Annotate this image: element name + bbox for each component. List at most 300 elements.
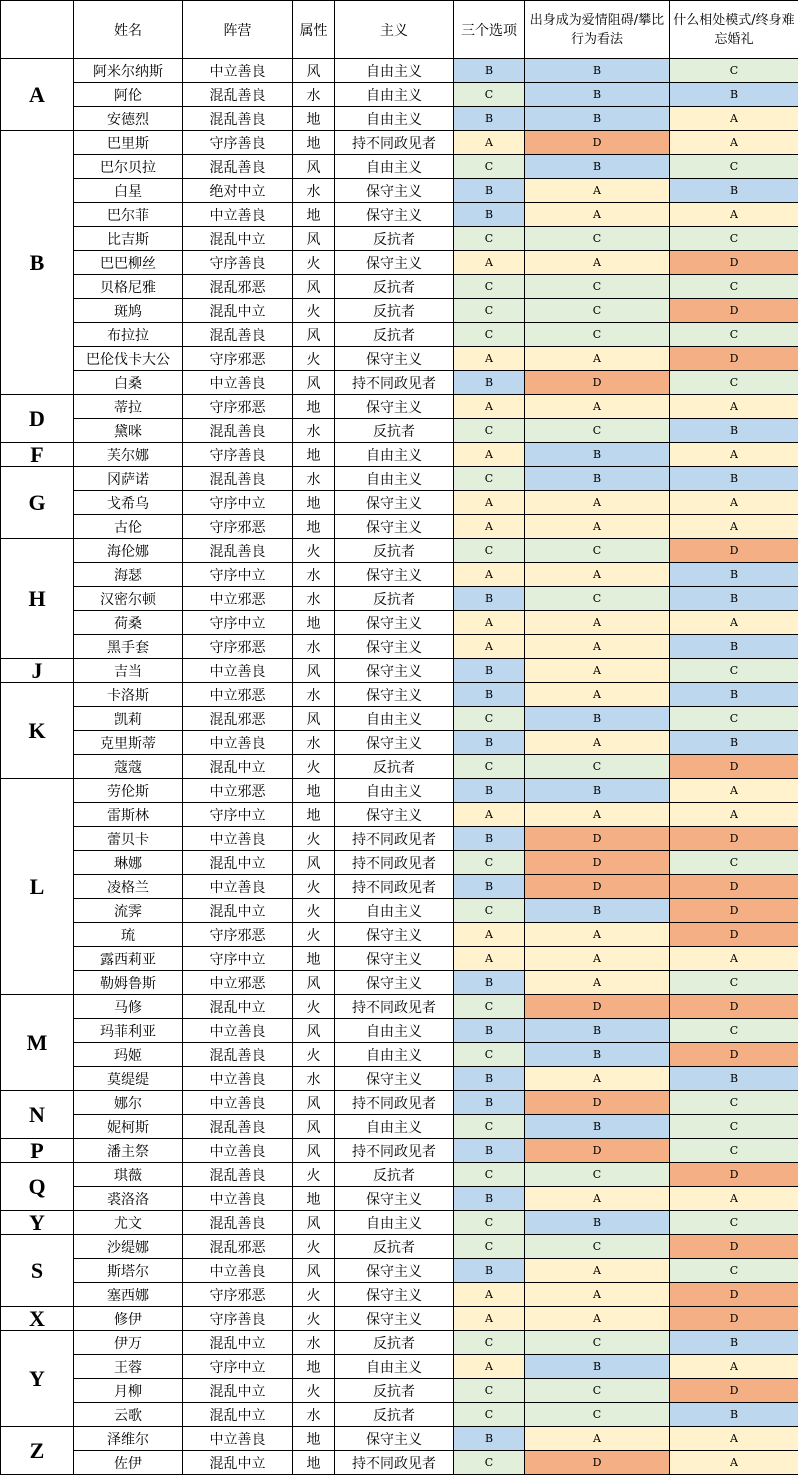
element-cell: 火: [293, 1379, 335, 1403]
name-cell: 凯莉: [74, 707, 183, 731]
ideology-cell: 自由主义: [335, 1115, 454, 1139]
header-element: 属性: [293, 1, 335, 59]
q3-cell: B: [670, 467, 798, 491]
camp-cell: 混乱善良: [183, 83, 293, 107]
group-letter: B: [1, 131, 74, 395]
q3-cell: A: [670, 1355, 798, 1379]
name-cell: 马修: [74, 995, 183, 1019]
q2-cell: D: [525, 827, 670, 851]
name-cell: 黑手套: [74, 635, 183, 659]
camp-cell: 守序中立: [183, 947, 293, 971]
q1-cell: B: [454, 179, 525, 203]
name-cell: 戈希乌: [74, 491, 183, 515]
ideology-cell: 保守主义: [335, 347, 454, 371]
q1-cell: B: [454, 971, 525, 995]
element-cell: 火: [293, 923, 335, 947]
q2-cell: D: [525, 1139, 670, 1163]
q3-cell: C: [670, 227, 798, 251]
name-cell: 贝格尼雅: [74, 275, 183, 299]
name-cell: 斑鸠: [74, 299, 183, 323]
q2-cell: D: [525, 1451, 670, 1475]
ideology-cell: 保守主义: [335, 1259, 454, 1283]
ideology-cell: 自由主义: [335, 59, 454, 83]
q3-cell: B: [670, 1067, 798, 1091]
q1-cell: C: [454, 995, 525, 1019]
element-cell: 水: [293, 683, 335, 707]
q2-cell: A: [525, 1067, 670, 1091]
q1-cell: A: [454, 1355, 525, 1379]
element-cell: 水: [293, 1067, 335, 1091]
group-letter: X: [1, 1307, 74, 1331]
ideology-cell: 持不同政见者: [335, 851, 454, 875]
name-cell: 月柳: [74, 1379, 183, 1403]
ideology-cell: 反抗者: [335, 755, 454, 779]
q3-cell: D: [670, 1043, 798, 1067]
q2-cell: A: [525, 1187, 670, 1211]
name-cell: 卡洛斯: [74, 683, 183, 707]
name-cell: 安德烈: [74, 107, 183, 131]
element-cell: 火: [293, 1283, 335, 1307]
camp-cell: 绝对中立: [183, 179, 293, 203]
camp-cell: 守序善良: [183, 131, 293, 155]
q1-cell: B: [454, 587, 525, 611]
name-cell: 琉: [74, 923, 183, 947]
group-letter: M: [1, 995, 74, 1091]
name-cell: 玛姬: [74, 1043, 183, 1067]
camp-cell: 中立善良: [183, 1187, 293, 1211]
q3-cell: A: [670, 803, 798, 827]
camp-cell: 守序邪恶: [183, 1283, 293, 1307]
q1-cell: B: [454, 683, 525, 707]
ideology-cell: 保守主义: [335, 923, 454, 947]
name-cell: 吉当: [74, 659, 183, 683]
name-cell: 芙尔娜: [74, 443, 183, 467]
q1-cell: B: [454, 371, 525, 395]
q1-cell: B: [454, 1067, 525, 1091]
ideology-cell: 保守主义: [335, 947, 454, 971]
q2-cell: A: [525, 683, 670, 707]
ideology-cell: 保守主义: [335, 1067, 454, 1091]
ideology-cell: 自由主义: [335, 1355, 454, 1379]
camp-cell: 守序中立: [183, 563, 293, 587]
name-cell: 巴巴柳丝: [74, 251, 183, 275]
ideology-cell: 反抗者: [335, 1379, 454, 1403]
ideology-cell: 保守主义: [335, 563, 454, 587]
camp-cell: 中立善良: [183, 659, 293, 683]
ideology-cell: 自由主义: [335, 467, 454, 491]
camp-cell: 中立善良: [183, 731, 293, 755]
camp-cell: 守序善良: [183, 1307, 293, 1331]
ideology-cell: 反抗者: [335, 539, 454, 563]
element-cell: 风: [293, 227, 335, 251]
q1-cell: A: [454, 251, 525, 275]
name-cell: 流霁: [74, 899, 183, 923]
q2-cell: C: [525, 1403, 670, 1427]
camp-cell: 混乱善良: [183, 1163, 293, 1187]
camp-cell: 混乱善良: [183, 467, 293, 491]
name-cell: 塞西娜: [74, 1283, 183, 1307]
ideology-cell: 自由主义: [335, 779, 454, 803]
q1-cell: C: [454, 1115, 525, 1139]
q3-cell: B: [670, 1331, 798, 1355]
q3-cell: B: [670, 731, 798, 755]
header-name: 姓名: [74, 1, 183, 59]
ideology-cell: 反抗者: [335, 299, 454, 323]
q1-cell: A: [454, 131, 525, 155]
camp-cell: 中立邪恶: [183, 971, 293, 995]
element-cell: 火: [293, 827, 335, 851]
camp-cell: 中立善良: [183, 59, 293, 83]
group-letter: N: [1, 1091, 74, 1139]
camp-cell: 混乱善良: [183, 1211, 293, 1235]
q1-cell: C: [454, 467, 525, 491]
q2-cell: C: [525, 1163, 670, 1187]
group-letter: D: [1, 395, 74, 443]
element-cell: 风: [293, 371, 335, 395]
ideology-cell: 持不同政见者: [335, 875, 454, 899]
ideology-cell: 自由主义: [335, 1019, 454, 1043]
element-cell: 火: [293, 1163, 335, 1187]
element-cell: 风: [293, 851, 335, 875]
q1-cell: B: [454, 1427, 525, 1451]
name-cell: 比吉斯: [74, 227, 183, 251]
camp-cell: 中立善良: [183, 1427, 293, 1451]
q1-cell: B: [454, 659, 525, 683]
ideology-cell: 反抗者: [335, 1235, 454, 1259]
q3-cell: B: [670, 179, 798, 203]
group-letter: F: [1, 443, 74, 467]
q2-cell: A: [525, 515, 670, 539]
q3-cell: B: [670, 683, 798, 707]
camp-cell: 混乱善良: [183, 419, 293, 443]
element-cell: 水: [293, 731, 335, 755]
q3-cell: D: [670, 875, 798, 899]
camp-cell: 中立善良: [183, 1259, 293, 1283]
element-cell: 水: [293, 587, 335, 611]
camp-cell: 混乱邪恶: [183, 707, 293, 731]
q1-cell: B: [454, 1187, 525, 1211]
element-cell: 地: [293, 947, 335, 971]
element-cell: 火: [293, 347, 335, 371]
name-cell: 伊万: [74, 1331, 183, 1355]
q2-cell: B: [525, 83, 670, 107]
q3-cell: D: [670, 251, 798, 275]
name-cell: 黛咪: [74, 419, 183, 443]
group-letter: Z: [1, 1427, 74, 1475]
q1-cell: C: [454, 275, 525, 299]
camp-cell: 混乱中立: [183, 755, 293, 779]
q3-cell: C: [670, 707, 798, 731]
q2-cell: D: [525, 995, 670, 1019]
q1-cell: A: [454, 1307, 525, 1331]
camp-cell: 中立善良: [183, 875, 293, 899]
element-cell: 地: [293, 779, 335, 803]
name-cell: 玛菲利亚: [74, 1019, 183, 1043]
element-cell: 风: [293, 1211, 335, 1235]
ideology-cell: 保守主义: [335, 1283, 454, 1307]
ideology-cell: 自由主义: [335, 707, 454, 731]
q3-cell: A: [670, 1451, 798, 1475]
name-cell: 莫缇缇: [74, 1067, 183, 1091]
q1-cell: A: [454, 611, 525, 635]
header-ideology: 主义: [335, 1, 454, 59]
name-cell: 凌格兰: [74, 875, 183, 899]
element-cell: 水: [293, 179, 335, 203]
ideology-cell: 保守主义: [335, 515, 454, 539]
group-letter: H: [1, 539, 74, 659]
q3-cell: A: [670, 491, 798, 515]
camp-cell: 中立邪恶: [183, 587, 293, 611]
name-cell: 泽维尔: [74, 1427, 183, 1451]
ideology-cell: 保守主义: [335, 491, 454, 515]
element-cell: 水: [293, 635, 335, 659]
q2-cell: C: [525, 419, 670, 443]
q3-cell: D: [670, 755, 798, 779]
ideology-cell: 持不同政见者: [335, 995, 454, 1019]
q2-cell: B: [525, 1043, 670, 1067]
q1-cell: A: [454, 947, 525, 971]
name-cell: 劳伦斯: [74, 779, 183, 803]
ideology-cell: 保守主义: [335, 659, 454, 683]
element-cell: 风: [293, 1259, 335, 1283]
ideology-cell: 保守主义: [335, 635, 454, 659]
ideology-cell: 保守主义: [335, 395, 454, 419]
ideology-cell: 持不同政见者: [335, 1091, 454, 1115]
element-cell: 水: [293, 419, 335, 443]
q2-cell: C: [525, 587, 670, 611]
q1-cell: B: [454, 1019, 525, 1043]
q1-cell: A: [454, 491, 525, 515]
group-letter: J: [1, 659, 74, 683]
name-cell: 琪薇: [74, 1163, 183, 1187]
element-cell: 地: [293, 443, 335, 467]
q1-cell: A: [454, 347, 525, 371]
q3-cell: C: [670, 1259, 798, 1283]
q1-cell: C: [454, 227, 525, 251]
q3-cell: B: [670, 83, 798, 107]
ideology-cell: 自由主义: [335, 1211, 454, 1235]
element-cell: 地: [293, 803, 335, 827]
q3-cell: C: [670, 1091, 798, 1115]
name-cell: 修伊: [74, 1307, 183, 1331]
q3-cell: D: [670, 899, 798, 923]
camp-cell: 守序邪恶: [183, 515, 293, 539]
q1-cell: C: [454, 899, 525, 923]
q2-cell: A: [525, 563, 670, 587]
name-cell: 勒姆鲁斯: [74, 971, 183, 995]
element-cell: 水: [293, 563, 335, 587]
q3-cell: B: [670, 419, 798, 443]
group-letter: L: [1, 779, 74, 995]
q3-cell: C: [670, 275, 798, 299]
group-letter: S: [1, 1235, 74, 1307]
q2-cell: A: [525, 1283, 670, 1307]
element-cell: 地: [293, 203, 335, 227]
q3-cell: D: [670, 1307, 798, 1331]
q3-cell: A: [670, 947, 798, 971]
element-cell: 地: [293, 1187, 335, 1211]
camp-cell: 中立善良: [183, 1067, 293, 1091]
q3-cell: C: [670, 155, 798, 179]
q2-cell: C: [525, 299, 670, 323]
q1-cell: C: [454, 1451, 525, 1475]
ideology-cell: 持不同政见者: [335, 827, 454, 851]
name-cell: 斯塔尔: [74, 1259, 183, 1283]
q2-cell: A: [525, 1307, 670, 1331]
name-cell: 尤文: [74, 1211, 183, 1235]
element-cell: 风: [293, 971, 335, 995]
q1-cell: C: [454, 1331, 525, 1355]
ideology-cell: 保守主义: [335, 179, 454, 203]
q2-cell: A: [525, 731, 670, 755]
q2-cell: A: [525, 179, 670, 203]
element-cell: 地: [293, 491, 335, 515]
camp-cell: 中立善良: [183, 827, 293, 851]
ideology-cell: 保守主义: [335, 1187, 454, 1211]
q3-cell: C: [670, 971, 798, 995]
element-cell: 风: [293, 1091, 335, 1115]
q2-cell: B: [525, 899, 670, 923]
q2-cell: A: [525, 203, 670, 227]
q2-cell: A: [525, 803, 670, 827]
camp-cell: 中立善良: [183, 1019, 293, 1043]
name-cell: 阿米尔纳斯: [74, 59, 183, 83]
header-group: [1, 1, 74, 59]
camp-cell: 混乱善良: [183, 323, 293, 347]
q1-cell: A: [454, 1283, 525, 1307]
camp-cell: 混乱中立: [183, 899, 293, 923]
q1-cell: C: [454, 83, 525, 107]
q2-cell: B: [525, 1211, 670, 1235]
name-cell: 白桑: [74, 371, 183, 395]
q3-cell: C: [670, 1211, 798, 1235]
element-cell: 水: [293, 83, 335, 107]
q3-cell: A: [670, 1187, 798, 1211]
q3-cell: A: [670, 131, 798, 155]
element-cell: 风: [293, 59, 335, 83]
element-cell: 火: [293, 755, 335, 779]
q2-cell: B: [525, 707, 670, 731]
ideology-cell: 持不同政见者: [335, 1139, 454, 1163]
group-letter: Q: [1, 1163, 74, 1211]
q2-cell: B: [525, 155, 670, 179]
q1-cell: B: [454, 1091, 525, 1115]
camp-cell: 混乱中立: [183, 1451, 293, 1475]
element-cell: 地: [293, 131, 335, 155]
element-cell: 地: [293, 1355, 335, 1379]
camp-cell: 混乱中立: [183, 995, 293, 1019]
q2-cell: D: [525, 875, 670, 899]
camp-cell: 混乱中立: [183, 1403, 293, 1427]
ideology-cell: 反抗者: [335, 323, 454, 347]
camp-cell: 中立邪恶: [183, 779, 293, 803]
element-cell: 风: [293, 275, 335, 299]
ideology-cell: 持不同政见者: [335, 1451, 454, 1475]
ideology-cell: 自由主义: [335, 1043, 454, 1067]
name-cell: 冈萨诺: [74, 467, 183, 491]
q3-cell: A: [670, 107, 798, 131]
q2-cell: D: [525, 131, 670, 155]
element-cell: 火: [293, 1043, 335, 1067]
element-cell: 地: [293, 1451, 335, 1475]
q2-cell: A: [525, 923, 670, 947]
camp-cell: 中立善良: [183, 1091, 293, 1115]
q3-cell: A: [670, 395, 798, 419]
group-letter: Y: [1, 1211, 74, 1235]
q2-cell: C: [525, 755, 670, 779]
header-q2: 出身成为爱情阻碍/攀比行为看法: [525, 1, 670, 59]
ideology-cell: 自由主义: [335, 899, 454, 923]
q1-cell: A: [454, 563, 525, 587]
q1-cell: A: [454, 515, 525, 539]
name-cell: 潘主祭: [74, 1139, 183, 1163]
camp-cell: 守序中立: [183, 611, 293, 635]
camp-cell: 守序善良: [183, 251, 293, 275]
element-cell: 地: [293, 395, 335, 419]
camp-cell: 守序中立: [183, 491, 293, 515]
element-cell: 风: [293, 659, 335, 683]
ideology-cell: 保守主义: [335, 803, 454, 827]
q3-cell: C: [670, 371, 798, 395]
camp-cell: 中立邪恶: [183, 683, 293, 707]
element-cell: 地: [293, 515, 335, 539]
q1-cell: B: [454, 731, 525, 755]
q1-cell: A: [454, 923, 525, 947]
q2-cell: A: [525, 491, 670, 515]
ideology-cell: 保守主义: [335, 971, 454, 995]
camp-cell: 守序邪恶: [183, 635, 293, 659]
header-camp: 阵营: [183, 1, 293, 59]
q3-cell: A: [670, 779, 798, 803]
name-cell: 巴伦伐卡大公: [74, 347, 183, 371]
element-cell: 火: [293, 539, 335, 563]
name-cell: 露西莉亚: [74, 947, 183, 971]
name-cell: 白星: [74, 179, 183, 203]
q2-cell: C: [525, 1235, 670, 1259]
q3-cell: C: [670, 851, 798, 875]
ideology-cell: 反抗者: [335, 227, 454, 251]
element-cell: 火: [293, 875, 335, 899]
q3-cell: A: [670, 443, 798, 467]
ideology-cell: 反抗者: [335, 587, 454, 611]
ideology-cell: 反抗者: [335, 1163, 454, 1187]
camp-cell: 混乱中立: [183, 851, 293, 875]
element-cell: 风: [293, 155, 335, 179]
q1-cell: B: [454, 1259, 525, 1283]
q2-cell: C: [525, 1331, 670, 1355]
q1-cell: B: [454, 107, 525, 131]
camp-cell: 守序中立: [183, 1355, 293, 1379]
q3-cell: A: [670, 203, 798, 227]
ideology-cell: 保守主义: [335, 683, 454, 707]
group-letter: K: [1, 683, 74, 779]
q2-cell: C: [525, 227, 670, 251]
name-cell: 巴里斯: [74, 131, 183, 155]
camp-cell: 中立善良: [183, 203, 293, 227]
q3-cell: D: [670, 299, 798, 323]
name-cell: 巴尔菲: [74, 203, 183, 227]
element-cell: 火: [293, 251, 335, 275]
camp-cell: 混乱善良: [183, 539, 293, 563]
q3-cell: D: [670, 539, 798, 563]
q2-cell: B: [525, 1355, 670, 1379]
q3-cell: B: [670, 635, 798, 659]
q1-cell: C: [454, 299, 525, 323]
camp-cell: 混乱善良: [183, 107, 293, 131]
name-cell: 云歌: [74, 1403, 183, 1427]
element-cell: 风: [293, 1139, 335, 1163]
q1-cell: C: [454, 1163, 525, 1187]
